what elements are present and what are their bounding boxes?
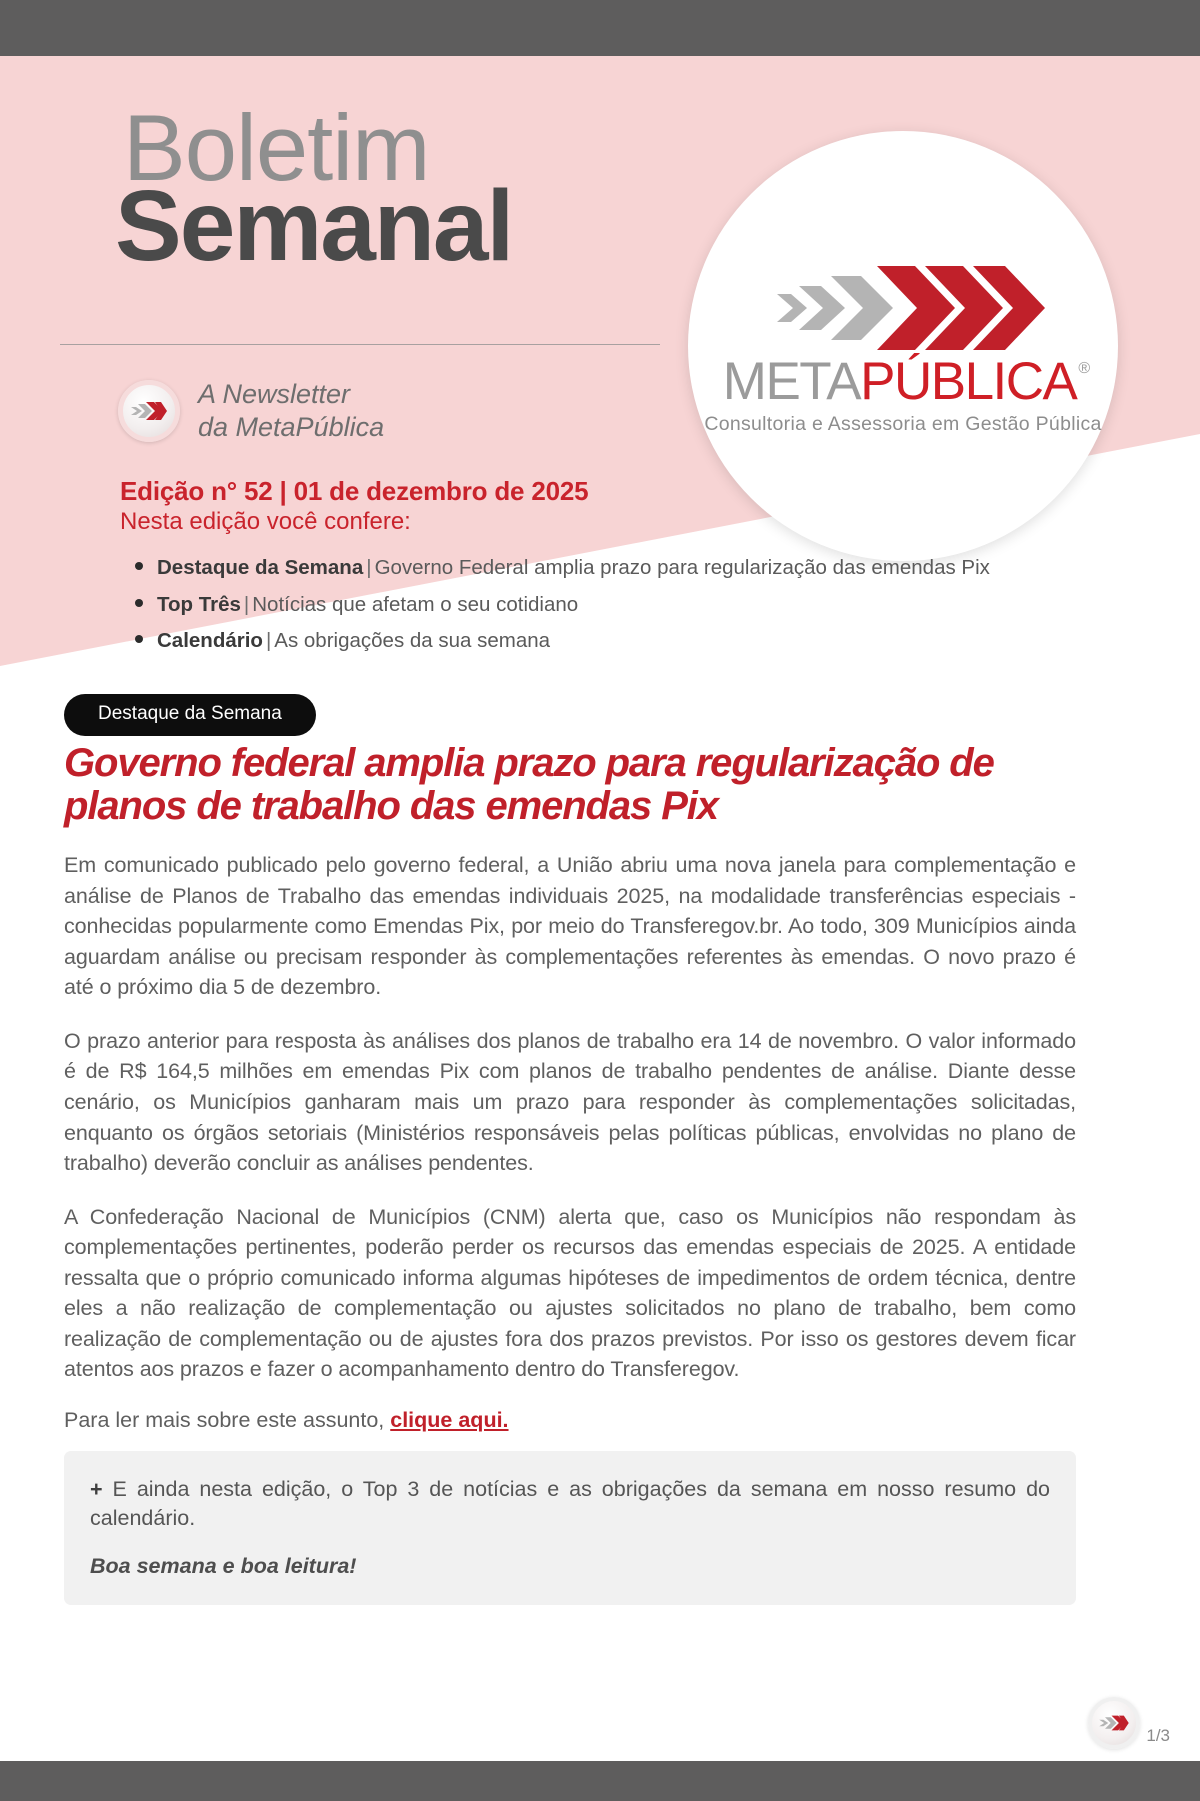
- list-item-label: Destaque da Semana: [157, 556, 364, 579]
- list-item-text: Governo Federal amplia prazo para regularização das emendas Pix: [374, 556, 990, 579]
- read-more-line: [64, 1408, 1076, 1433]
- edition-note-closing: Boa semana e boa leitura!: [90, 1553, 357, 1578]
- list-item-label: Top Três: [157, 592, 241, 616]
- top-bar: [0, 0, 1200, 56]
- newsletter-subtitle-line1: A Newsletter: [198, 379, 351, 409]
- registered-mark: ®: [1078, 360, 1090, 378]
- bottom-bar: [0, 1761, 1200, 1801]
- newsletter-subtitle-row: [118, 378, 384, 444]
- list-item: [135, 556, 990, 581]
- hero-content: [0, 56, 1200, 666]
- section-tag-destaque: Destaque da Semana: [64, 694, 316, 736]
- edition-note-box: [64, 1451, 1076, 1605]
- chevron-badge-icon: [118, 380, 180, 442]
- chevrons-small-icon: [131, 400, 167, 422]
- edition-note-text: [90, 1475, 1050, 1534]
- bullet-dot-icon: [135, 635, 143, 643]
- list-item-separator: |: [265, 629, 272, 653]
- edition-line: Edição n° 52 | 01 de dezembro de 2025: [120, 476, 589, 506]
- page-title-line2: Semanal: [115, 170, 513, 282]
- article-paragraph-2: O prazo anterior para resposta às análises dos planos de trabalho era 14 de novembro. O valor informado é de R$ 164,5 milhões em emendas Pix com planos de trabalho pendentes de análise. Diante desse cenário, os Municípios ganharam mais um prazo para responder às complementações solicitadas, enquanto os órgãos setoriais (Ministérios responsáveis pelas políticas públicas, envolvidas no plano de trabalho) deverão concluir as análises pendentes.: [64, 1028, 1076, 1176]
- article-paragraph-3: A Confederação Nacional de Municípios (CNM) alerta que, caso os Municípios não respondam às complementações pertinentes, poderão perder os recursos das emendas especiais de 2025. A entidade ressalta que o próprio comunicado informa algumas hipóteses de impedimentos de ordem técnica, dentre eles a não realização de complementação ou ajustes solicitados no plano de trabalho, bem como realização de complementação ou de ajustes fora dos prazos previstos. Por isso os gestores devem ficar atentos aos prazos e fazer o acompanhamento dentro do Transferegov.: [64, 1204, 1076, 1382]
- list-item-separator: |: [243, 592, 250, 616]
- list-item: [135, 593, 990, 618]
- footer-chevron-badge-icon: [1088, 1697, 1140, 1749]
- newsletter-subtitle-line2: da MetaPública: [198, 411, 385, 442]
- list-item-separator: |: [366, 556, 372, 579]
- article-paragraph-1: Em comunicado publicado pelo governo federal, a União abriu uma nova janela para complementação e análise de Planos de Trabalho das emendas individuais 2025, na modalidade transferências especiais - conhecidas popularmente como Emendas Pix, por meio do Transferegov.br. Ao todo, 309 Municípios ainda aguardam análise ou precisam responder às complementações referentes às emendas. O novo prazo é até o próximo dia 5 de dezembro.: [64, 853, 1076, 1000]
- logo-tagline: Consultoria e Assessoria em Gestão Pública: [704, 412, 1102, 435]
- clique-aqui-link[interactable]: clique aqui.: [390, 1407, 509, 1432]
- list-item: [135, 629, 990, 654]
- page-title-line1: Boletim: [123, 95, 430, 200]
- footer-page-marker: [1088, 1697, 1170, 1749]
- page-number: 1/3: [1146, 1726, 1170, 1745]
- edition-contents-list: [135, 556, 990, 666]
- in-this-edition-label: Nesta edição você confere:: [120, 508, 411, 535]
- hero-divider: [60, 344, 660, 345]
- logo-publica-text: PÚBLICA: [860, 352, 1077, 412]
- article-headline: Governo federal amplia prazo para regularização de planos de trabalho das emendas Pix: [64, 741, 994, 829]
- article-body: [64, 742, 1076, 1605]
- list-item-text: As obrigações da sua semana: [274, 629, 551, 653]
- logo-meta-text: META: [722, 352, 861, 412]
- plus-icon: +: [90, 1476, 103, 1501]
- edition-note-body: E ainda nesta edição, o Top 3 de notícias e as obrigações da semana em nosso resumo do calendário.: [90, 1476, 1050, 1531]
- bullet-dot-icon: [135, 599, 143, 607]
- chevrons-small-icon: [1099, 1714, 1129, 1732]
- list-item-label: Calendário: [157, 629, 263, 653]
- bullet-dot-icon: [135, 562, 143, 570]
- newsletter-subtitle: [198, 378, 384, 444]
- list-item-text: Notícias que afetam o seu cotidiano: [252, 592, 579, 616]
- read-more-prefix: Para ler mais sobre este assunto,: [64, 1407, 391, 1432]
